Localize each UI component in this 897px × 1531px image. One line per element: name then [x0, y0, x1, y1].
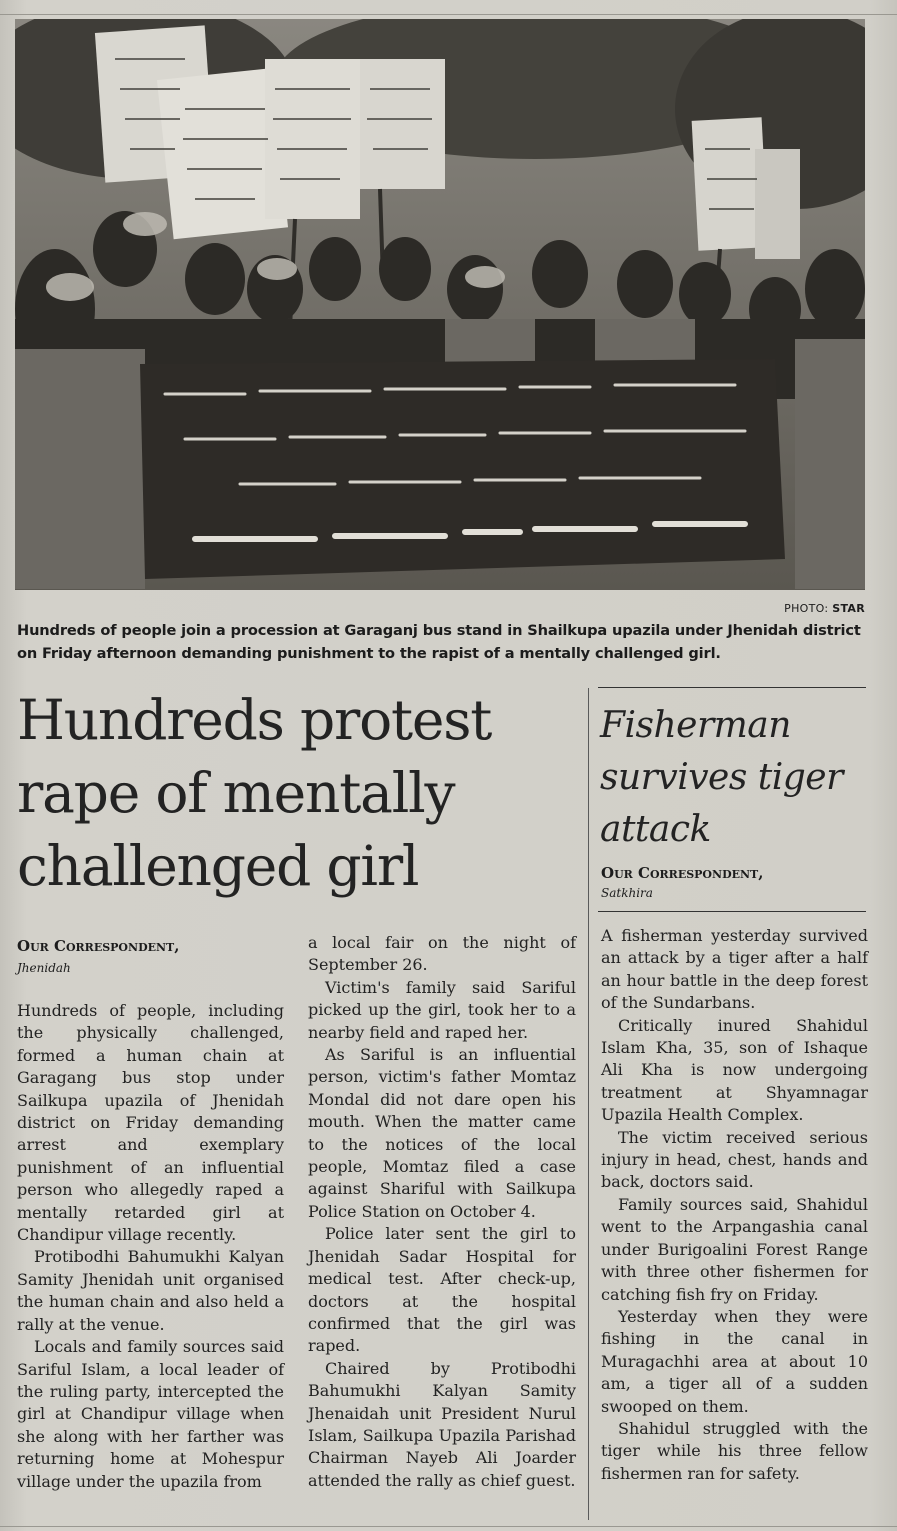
paragraph: a local fair on the night of September 26. — [308, 933, 576, 975]
bottom-rule — [0, 1526, 897, 1527]
main-byline: Our Correspondent, — [17, 937, 180, 955]
side-dateline: Satkhira — [601, 886, 653, 900]
paragraph: Hundreds of people, including the physically challenged, formed a human chain at Garagang bus stop under Sailkupa upazila of Jhenidah district on Friday demanding arrest and exemplary punishment of an influential person who allegedly raped a mentally retarded girl at Chandipur village recently. — [17, 1001, 284, 1245]
side-story-top-rule — [598, 687, 866, 688]
main-story-column-1 — [17, 1000, 284, 1493]
side-story-byline-rule — [598, 911, 866, 912]
column-divider — [588, 688, 589, 1520]
paragraph: Yesterday when they were fishing in the canal in Muragachhi area at about 10 am, a tiger all of a sudden swooped on them. — [601, 1306, 868, 1416]
paragraph: Chaired by Protibodhi Bahumukhi Kalyan Samity Jhenaidah unit President Nurul Islam, Sailkupa Upazila Parishad Chairman Nayeb Ali Joarder attended the rally as chief guest. — [308, 1358, 576, 1490]
side-byline: Our Correspondent, — [601, 864, 764, 882]
photo-credit: PHOTO: STAR — [784, 602, 865, 615]
main-headline: Hundreds protest rape of mentally challenged girl — [17, 688, 492, 898]
photo-caption: Hundreds of people join a procession at Garaganj bus stand in Shailkupa upazila under Jhenidah district on Friday afternoon demanding punishment to the rapist of a mentally challenged girl. — [17, 622, 861, 662]
main-dateline: Jhenidah — [17, 961, 71, 975]
paragraph: Victim's family said Sariful picked up the girl, took her to a nearby field and raped her. — [308, 977, 576, 1042]
paragraph: A fisherman yesterday survived an attack by a tiger after a half an hour battle in the deep forest of the Sundarbans. — [601, 926, 868, 1013]
protest-photo — [15, 19, 865, 590]
paragraph: Locals and family sources said Sariful Islam, a local leader of the ruling party, intercepted the girl at Chandipur village when she along with her farther was returning home at Mohespur village under the upazila from — [17, 1337, 284, 1491]
top-rule — [0, 14, 897, 15]
paragraph: Shahidul struggled with the tiger while his three fellow fishermen ran for safety. — [601, 1418, 868, 1483]
paragraph: Police later sent the girl to Jhenidah Sadar Hospital for medical test. After check-up, doctors at the hospital confirmed that the girl was raped. — [308, 1224, 576, 1356]
main-story-column-2 — [308, 932, 576, 1492]
paragraph: Protibodhi Bahumukhi Kalyan Samity Jhenidah unit organised the human chain and also held a rally at the venue. — [17, 1247, 284, 1334]
side-story-column — [601, 925, 868, 1485]
paragraph: As Sariful is an influential person, victim's father Momtaz Mondal did not dare open his mouth. When the matter came to the notices of the local people, Momtaz filed a case against Shariful with Sailkupa Police Station on October 4. — [308, 1045, 576, 1221]
paragraph: The victim received serious injury in head, chest, hands and back, doctors said. — [601, 1127, 868, 1192]
paragraph: Family sources said, Shahidul went to the Arpangashia canal under Burigoalini Forest Range with three other fishermen for catching fish fry on Friday. — [601, 1194, 868, 1304]
side-headline: Fisherman survives tiger attack — [600, 705, 843, 850]
paragraph: Critically inured Shahidul Islam Kha, 35, son of Ishaque Ali Kha is now undergoing treatment at Shyamnagar Upazila Health Complex. — [601, 1015, 868, 1125]
